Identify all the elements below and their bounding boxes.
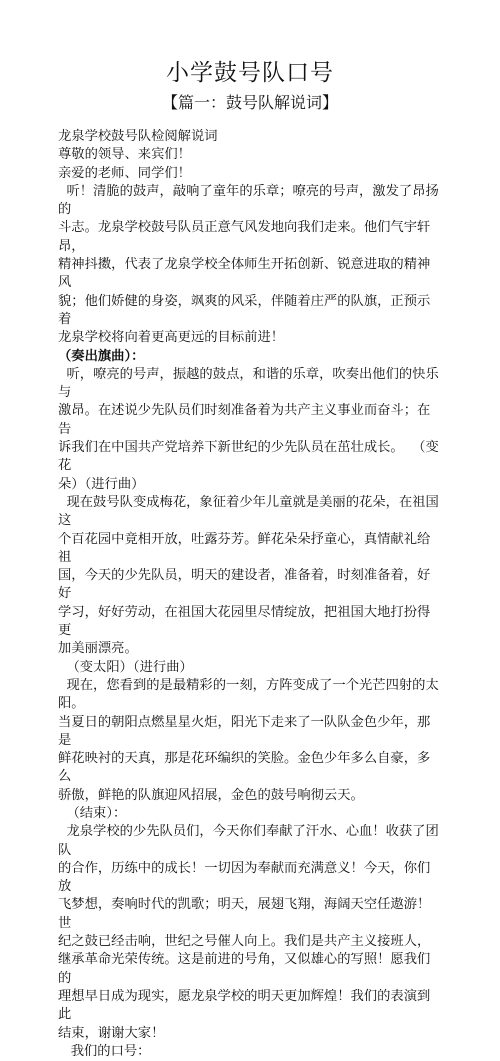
text-line: 国，今天的少先队员，明天的建设者，准备着，时刻准备着，好好 bbox=[58, 568, 431, 602]
text-line: 结束，谢谢大家！ bbox=[58, 1025, 165, 1041]
document-body bbox=[58, 128, 442, 1061]
text-line: 听！清脆的鼓声，敲响了童年的乐章；嘹亮的号声，激发了昂扬的 bbox=[58, 183, 439, 218]
text-line: （结束）： bbox=[58, 805, 127, 821]
text-line: 斗志。龙泉学校鼓号队员正意气风发地向我们走来。他们气宇轩昂， bbox=[58, 220, 431, 254]
text-line: 当夏日的朝阳点燃星星火炬，阳光下走来了一队队金色少年，那是 bbox=[58, 714, 431, 748]
text-line: 龙泉学校的少先队员们，今天你们奉献了汗水、心血！收获了团队 bbox=[58, 824, 439, 858]
text-line: 继承革命光荣传统。这是前进的号角，又似雄心的写照！愿我们的 bbox=[58, 952, 431, 986]
text-line: 精神抖擞，代表了龙泉学校全体师生开拓创新、锐意进取的精神风 bbox=[58, 257, 431, 291]
text-line: 激昂。在述说少先队员们时刻准备着为共产主义事业而奋斗；在告 bbox=[58, 403, 431, 437]
text-line: 尊敬的领导、来宾们！ bbox=[58, 147, 191, 163]
text-line: 龙泉学校鼓号队检阅解说词 bbox=[58, 129, 218, 144]
text-line: 骄傲，鲜艳的队旗迎风招展，金色的鼓号响彻云天。 bbox=[58, 787, 364, 803]
text-line: 龙泉学校将向着更高更远的目标前进！ bbox=[58, 330, 285, 346]
text-line: 飞梦想，奏响时代的凯歌；明天，展翅飞翔，海阔天空任遨游！世 bbox=[58, 897, 431, 931]
text-line: 加美丽漂亮。 bbox=[58, 641, 138, 657]
section-heading: （奏出旗曲）： bbox=[58, 348, 145, 364]
text-line: 现在，您看到的是最精彩的一刻，方阵变成了一个光芒四射的太阳。 bbox=[58, 677, 439, 712]
text-line: 朵）（进行曲） bbox=[58, 476, 145, 492]
document-title: 小学鼓号队口号 bbox=[166, 60, 334, 86]
text-line: 现在鼓号队变成梅花，象征着少年儿童就是美丽的花朵，在祖国这 bbox=[58, 494, 439, 529]
text-line: 亲爱的老师、同学们！ bbox=[58, 165, 191, 181]
text-line: 的合作，历练中的成长！一切因为奉献而充满意义！今天，你们放 bbox=[58, 860, 431, 895]
text-line: 貌；他们娇健的身姿，飒爽的风采，伴随着庄严的队旗，正预示着 bbox=[58, 293, 431, 327]
text-line: 个百花园中竟相开放，吐露芬芳。鲜花朵朵抒童心，真情献礼给祖 bbox=[58, 531, 431, 565]
text-line: 纪之鼓已经击响，世纪之号催人向上。我们是共产主义接班人， bbox=[58, 934, 431, 950]
text-line: 理想早日成为现实，愿龙泉学校的明天更加辉煌！我们的表演到此 bbox=[58, 988, 431, 1023]
text-line: 我们的口号： bbox=[58, 1043, 151, 1059]
text-line: 鲜花映衬的天真，那是花环编织的笑脸。金色少年多么自豪，多么 bbox=[58, 751, 431, 785]
text-line: 学习，好好劳动，在祖国大花园里尽情绽放，把祖国大地打扮得更 bbox=[58, 604, 431, 639]
text-line: （变太阳）（进行曲） bbox=[58, 659, 193, 675]
text-line: 诉我们在中国共产党培养下新世纪的少先队员在茁壮成长。 （变花 bbox=[58, 440, 439, 474]
text-line: 听，嘹亮的号声，振越的鼓点，和谐的乐章，吹奏出他们的快乐与 bbox=[58, 366, 439, 401]
document-subtitle: 【篇一：鼓号队解说词】 bbox=[161, 93, 338, 112]
